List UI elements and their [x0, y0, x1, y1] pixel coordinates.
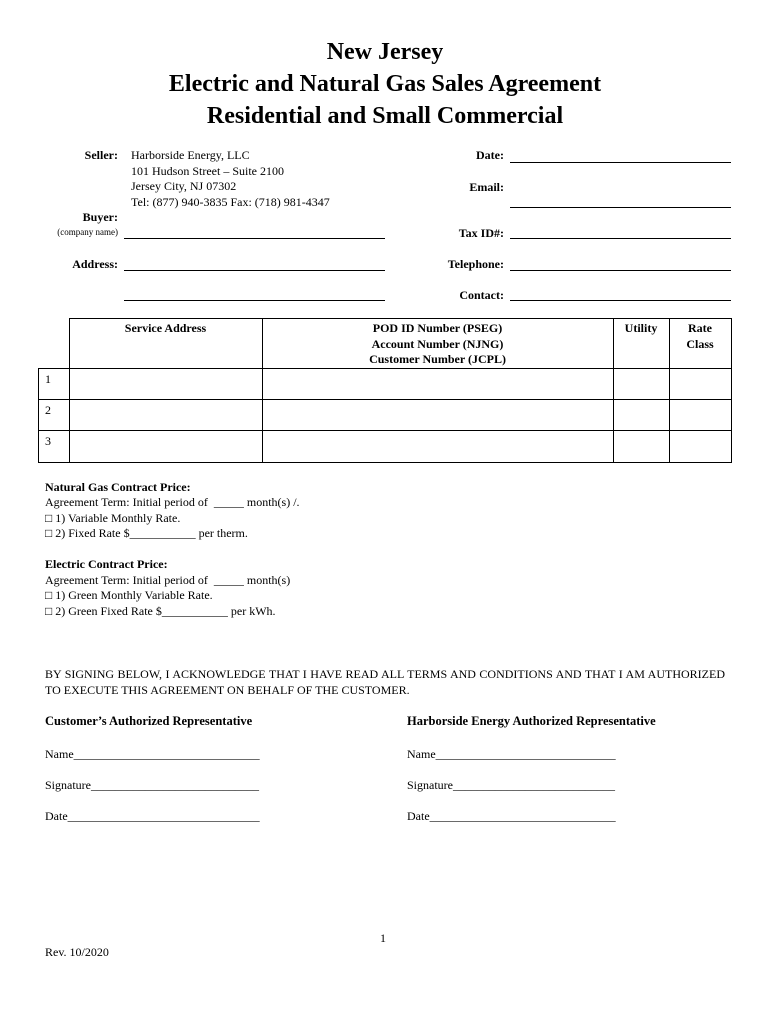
seller-street: 101 Hudson Street – Suite 2100	[131, 164, 284, 178]
gas-option-1[interactable]: □ 1) Variable Monthly Rate.	[45, 511, 181, 525]
utility-cell[interactable]	[613, 369, 669, 400]
buyer-label: Buyer:	[82, 210, 118, 224]
telephone-label: Telephone:	[447, 257, 504, 271]
rate-class-cell[interactable]	[669, 400, 731, 431]
title-line-3: Residential and Small Commercial	[206, 103, 564, 129]
acknowledgement-text: BY SIGNING BELOW, I ACKNOWLEDGE THAT I HAVE READ ALL TERMS AND CONDITIONS AND THAT I AM AUTHORIZED TO EXECUTE THIS AGREEMENT ON BEHALF OF THE CUSTOMER.	[45, 667, 725, 697]
customer-name-field[interactable]: Name_______________________________	[45, 747, 260, 761]
electric-option-1[interactable]: □ 1) Green Monthly Variable Rate.	[45, 588, 213, 602]
gas-term: Agreement Term: Initial period of _____ month(s) /.	[45, 495, 300, 509]
contact-label: Contact:	[459, 288, 504, 302]
seller-city: Jersey City, NJ 07302	[131, 179, 237, 193]
service-address-cell[interactable]	[69, 400, 262, 431]
electric-option-2[interactable]: □ 2) Green Fixed Rate $___________ per kWh.	[45, 604, 276, 618]
harborside-date-field[interactable]: Date_______________________________	[407, 809, 616, 823]
customer-date-field[interactable]: Date________________________________	[45, 809, 260, 823]
pod-header-line-3: Customer Number (JCPL)	[369, 352, 506, 366]
pod-cell[interactable]	[262, 431, 613, 463]
revision-label: Rev. 10/2020	[45, 945, 109, 959]
utility-header	[613, 319, 669, 369]
gas-heading: Natural Gas Contract Price:	[45, 480, 191, 494]
address-field-1[interactable]	[124, 270, 385, 271]
utility-header-text: Utility	[624, 321, 658, 335]
contact-field[interactable]	[510, 300, 731, 301]
tax-id-label: Tax ID#:	[458, 226, 504, 240]
page-number: 1	[380, 931, 386, 945]
service-table	[38, 318, 732, 463]
row-number: 3	[39, 431, 70, 463]
rate-header-line-1: Rate	[688, 321, 712, 335]
harborside-rep-heading: Harborside Energy Authorized Representative	[407, 714, 656, 728]
title-line-2: Electric and Natural Gas Sales Agreement	[168, 71, 602, 97]
buyer-field[interactable]	[124, 238, 385, 239]
telephone-field[interactable]	[510, 270, 731, 271]
pod-header-line-1: POD ID Number (PSEG)	[372, 321, 503, 335]
utility-cell[interactable]	[613, 431, 669, 463]
service-address-cell[interactable]	[69, 369, 262, 400]
pod-cell[interactable]	[262, 400, 613, 431]
email-label: Email:	[469, 180, 504, 194]
seller-phone: Tel: (877) 940-3835 Fax: (718) 981-4347	[131, 195, 330, 209]
harborside-signature-field[interactable]: Signature___________________________	[407, 778, 615, 792]
date-label: Date:	[476, 148, 504, 162]
gas-option-2[interactable]: □ 2) Fixed Rate $___________ per therm.	[45, 526, 248, 540]
utility-cell[interactable]	[613, 400, 669, 431]
row-number: 1	[39, 369, 70, 400]
rate-class-cell[interactable]	[669, 369, 731, 400]
address-field-2[interactable]	[124, 300, 385, 301]
table-corner	[39, 319, 70, 369]
table-row	[39, 369, 732, 400]
rate-class-header	[669, 319, 731, 369]
date-field[interactable]	[510, 162, 731, 163]
service-address-header-text: Service Address	[124, 321, 207, 335]
pod-header-line-2: Account Number (NJNG)	[371, 336, 504, 351]
customer-rep-heading: Customer’s Authorized Representative	[45, 714, 253, 728]
table-row	[39, 400, 732, 431]
rate-header-line-2: Class	[686, 336, 714, 351]
address-label: Address:	[72, 257, 118, 271]
harborside-name-field[interactable]: Name______________________________	[407, 747, 616, 761]
seller-label: Seller:	[84, 148, 118, 162]
table-row	[39, 431, 732, 463]
email-field[interactable]	[510, 207, 731, 208]
seller-name: Harborside Energy, LLC	[131, 148, 250, 162]
title-line-1: New Jersey	[326, 39, 444, 65]
electric-heading: Electric Contract Price:	[45, 557, 168, 571]
service-address-header	[69, 319, 262, 369]
buyer-sublabel: (company name)	[57, 227, 118, 237]
row-number: 2	[39, 400, 70, 431]
pod-header	[262, 319, 613, 369]
service-address-cell[interactable]	[69, 431, 262, 463]
customer-signature-field[interactable]: Signature____________________________	[45, 778, 259, 792]
electric-term: Agreement Term: Initial period of _____ month(s)	[45, 573, 291, 587]
pod-cell[interactable]	[262, 369, 613, 400]
tax-id-field[interactable]	[510, 238, 731, 239]
rate-class-cell[interactable]	[669, 431, 731, 463]
